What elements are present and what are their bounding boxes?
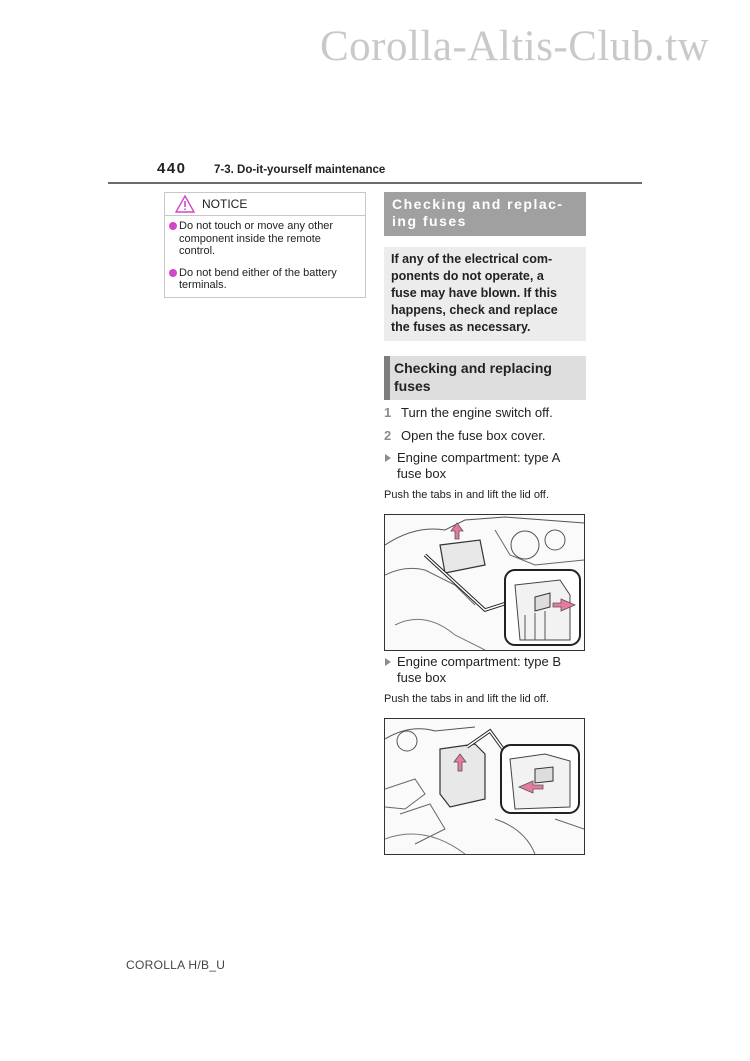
notice-item [169,267,359,292]
type-b-caption: Push the tabs in and lift the lid off. [384,693,549,705]
section-title: 7-3. Do-it-yourself maintenance [214,164,386,176]
warning-triangle-icon [175,195,195,213]
step-1 [384,405,553,420]
step-2 [384,428,546,443]
notice-item [169,220,359,258]
type-b-item [384,654,586,686]
triangle-bullet-icon [385,658,391,666]
notice-box [164,192,366,298]
watermark: Corolla-Altis-Club.tw [320,23,710,70]
bullet-icon [169,269,177,277]
engine-type-a-illustration [385,515,584,650]
step-number: 2 [384,428,392,443]
engine-type-b-illustration [385,719,584,854]
step-text: Open the fuse box cover. [401,428,546,443]
notice-item-text: Do not touch or move any other component inside the remote control. [179,220,334,257]
type-a-label: Engine compartment: type A fuse box [397,450,561,481]
type-a-item [384,450,586,482]
type-a-caption: Push the tabs in and lift the lid off. [384,489,549,501]
notice-header [165,193,365,216]
bullet-icon [169,222,177,230]
footer-model: COROLLA H/B_U [126,958,226,972]
header-rule [108,182,642,184]
notice-list [165,216,365,292]
step-text: Turn the engine switch off. [401,405,553,420]
type-b-label: Engine compartment: type B fuse box [397,654,562,685]
notice-title: NOTICE [202,197,248,211]
figure-type-a [384,514,585,651]
notice-item-text: Do not bend either of the battery terminals. [179,266,337,291]
section-heading: Checking and replac- ing fuses [384,192,586,236]
triangle-bullet-icon [385,454,391,462]
summary-box: If any of the electrical com- ponents do not operate, a fuse may have blown. If this happens, check and replace the fuses as necessary. [384,247,586,341]
figure-type-b [384,718,585,855]
step-number: 1 [384,405,392,420]
subsection-heading: Checking and replacing fuses [384,356,586,400]
page-number: 440 [157,160,187,177]
